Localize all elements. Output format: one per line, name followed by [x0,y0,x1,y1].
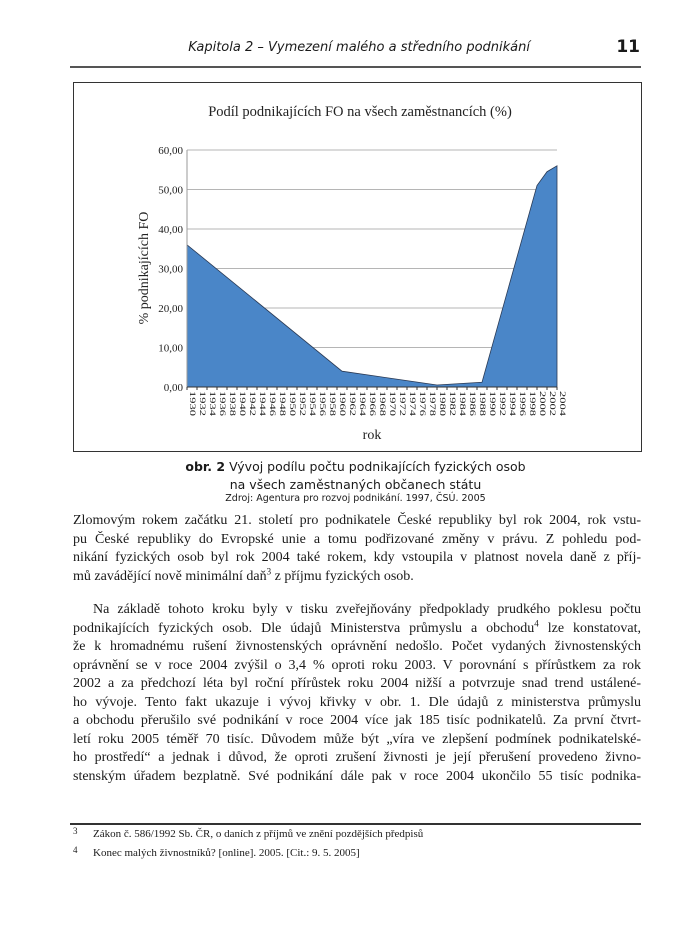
text-line: ho vývoje. Tento fakt ukazuje i vývoj křivky v obr. 1. Dle údajů z ministerstva průmyslu [73,694,641,710]
running-header: Kapitola 2 – Vymezení malého a středního podnikání [188,40,530,55]
paragraph-2 [73,601,641,786]
x-tick-label: 1950 [288,391,297,408]
y-axis-label: % podnikajících FO [137,211,152,325]
x-tick-label: 1954 [308,391,317,408]
y-tick-label: 40,00 [158,224,183,236]
figure-caption [70,458,641,494]
area-chart [0,0,700,460]
x-tick-label: 1978 [428,391,437,408]
x-tick-label: 1988 [478,391,487,408]
text-line: nikání fyzických osob byl rok 2004 také rokem, kdy vstoupila v platnost novela daně z příj- [73,550,641,565]
x-tick-label: 1942 [248,391,257,408]
x-tick-label: 1936 [218,391,227,408]
x-tick-label: 1998 [528,391,537,408]
area-series [187,166,557,387]
x-tick-label: 1980 [438,391,447,408]
x-tick-label: 1934 [208,391,217,408]
text-line: oprávnění se v roce 2004 zvýšil o 3,4 % oproti roku 2003. V porovnání s přírůstkem za rok [73,657,641,673]
x-tick-label: 2004 [558,391,567,408]
x-tick-label: 1938 [228,391,237,408]
x-tick-label: 1970 [388,391,397,408]
x-tick-label: 1990 [488,391,497,408]
text-line: letí roku 2005 téměř 70 tisíc. Důvodem může být „víra ve zlepšení podmínek podnikatelské- [73,731,641,747]
y-tick-label: 0,00 [163,382,183,394]
chart-title: Podíl podnikajících FO na všech zaměstnancích (%) [208,104,512,120]
x-tick-label: 1986 [468,391,477,408]
footnote-4: 4 Konec malých živnostníků? [online]. 2005. [Cit.: 9. 5. 2005] [73,845,360,859]
x-tick-label: 1976 [418,391,427,408]
text-line: 2002 a za předchozí léta byl roční přírůstek roku 2004 nižší a potvrzuje snad trend ustálené- [73,676,641,691]
x-tick-label: 1972 [398,391,407,408]
caption-line-2: na všech zaměstnaných občanech státu [229,477,482,492]
x-tick-label: 1960 [338,391,347,408]
text-line: že k hromadnému rušení živnostenských oprávnění nedošlo. Počet vydaných živnostenských [73,639,641,654]
text-line: stenským úřadem bezplatně. Své podnikání dále pak v roce 2004 ukončilo 55 tisíc podnika- [73,768,641,784]
figure-source: Zdroj: Agentura pro rozvoj podnikání. 1997, ČSÚ. 2005 [225,493,486,504]
text-line: ho prostředí“ a jednak i důvod, že oproti zrušení živnosti je její přerušení provedeno živno- [73,750,641,765]
x-tick-label: 1956 [318,391,327,408]
text-line: pu České republiky do Evropské unie a tomu podřizované změny v právu. Z pohledu pod- [73,531,641,547]
paragraph-1 [73,512,641,586]
y-tick-label: 50,00 [158,184,183,197]
text-line: Na základě tohoto kroku byly v tisku zveřejňovány předpoklady prudkého poklesu počtu [93,602,641,617]
x-tick-label: 1944 [258,391,267,408]
y-tick-label: 60,00 [158,145,183,157]
x-tick-label: 1932 [198,391,207,408]
text-line: Zlomovým rokem začátku 21. století pro podnikatele České republiky byl rok 2004, rok vstu- [73,513,641,528]
x-tick-label: 1968 [378,391,387,408]
x-tick-label: 1992 [498,391,507,408]
caption-line-1: Vývoj podílu počtu podnikajících fyzických osob [229,459,526,474]
x-tick-label: 1958 [328,391,337,408]
y-tick-label: 30,00 [158,263,183,276]
text-line: podnikajících fyzických osob. Dle údajů Ministerstva průmyslu a obchodu$^4$ lze konstatovat, [73,617,641,636]
x-tick-label: 1946 [268,391,277,408]
x-tick-label: 1962 [348,391,357,408]
x-tick-label: 1996 [518,391,527,408]
x-tick-label: 1984 [458,391,467,408]
x-tick-label: 2002 [548,391,557,408]
text-line: mů zavádějící nově minimální daň$^3$ z příjmu fyzických osob. [73,565,414,584]
x-tick-label: 1948 [278,391,287,408]
x-tick-label: 2000 [538,391,547,408]
figure-label: obr. 2 [185,459,226,474]
text-line: a obchodu přerušilo své podnikání v roce 2004 více jak 185 tisíc podnikatelů. Za první čtvrt- [73,713,641,728]
footnote-3: 3 Zákon č. 586/1992 Sb. ČR, o daních z příjmů ve znění pozdějších předpisů [73,826,424,840]
x-tick-label: 1930 [188,391,197,408]
x-tick-label: 1966 [368,391,377,408]
y-tick-label: 20,00 [158,303,183,315]
x-tick-label: 1982 [448,391,457,408]
x-axis-label: rok [362,428,382,443]
x-tick-label: 1994 [508,391,517,408]
x-tick-label: 1974 [408,391,417,408]
x-tick-label: 1952 [298,391,307,408]
footnote-ref[interactable]: 4 [534,617,539,628]
footnote-ref[interactable]: 3 [266,565,272,576]
y-tick-label: 10,00 [158,342,183,355]
page-number: 11 [616,37,640,57]
x-tick-label: 1964 [358,391,367,408]
footnote-rule [70,823,641,825]
x-tick-label: 1940 [238,391,247,408]
